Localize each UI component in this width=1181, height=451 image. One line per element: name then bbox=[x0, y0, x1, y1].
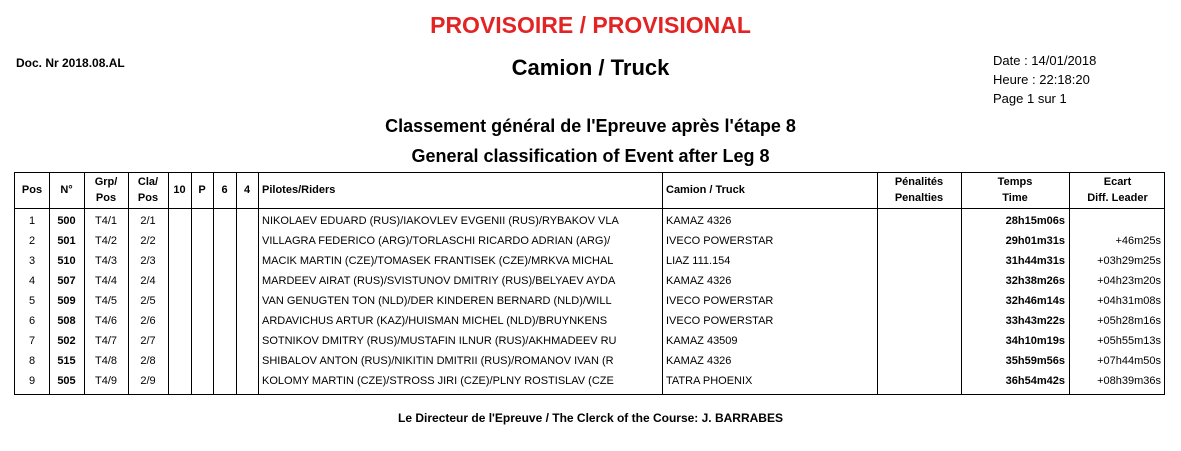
header-p: P bbox=[198, 184, 206, 196]
header-gap: Ecart Diff. Leader bbox=[1087, 176, 1148, 204]
row-pos: 9 bbox=[28, 375, 36, 387]
header-penalties: Pénalités Penalties bbox=[894, 176, 944, 204]
row-truck: KAMAZ 4326 bbox=[666, 355, 732, 367]
col-divider bbox=[662, 173, 663, 394]
row-gap: +05h55m13s bbox=[1097, 335, 1161, 347]
row-cla-pos: 2/5 bbox=[140, 295, 156, 307]
row-riders: NIKOLAEV EDUARD (RUS)/IAKOVLEV EVGENII (RUS)/RYBAKOV VLA bbox=[262, 215, 619, 227]
title-english: General classification of Event after Leg 8 bbox=[411, 146, 770, 166]
row-truck: KAMAZ 43509 bbox=[666, 335, 738, 347]
row-number: 515 bbox=[57, 355, 76, 367]
row-cla-pos: 2/6 bbox=[140, 315, 156, 327]
row-truck: IVECO POWERSTAR bbox=[666, 315, 774, 327]
row-gap: +08h39m36s bbox=[1097, 375, 1161, 387]
header-10: 10 bbox=[173, 184, 186, 196]
row-pos: 3 bbox=[28, 255, 36, 267]
row-time: 28h15m06s bbox=[1005, 215, 1065, 227]
row-cla-pos: 2/4 bbox=[140, 275, 156, 287]
row-gap: +03h29m25s bbox=[1097, 255, 1161, 267]
row-truck: TATRA PHOENIX bbox=[666, 375, 753, 387]
row-pos: 2 bbox=[28, 235, 36, 247]
row-truck: IVECO POWERSTAR bbox=[666, 235, 774, 247]
document-number: Doc. Nr 2018.08.AL bbox=[16, 56, 125, 70]
col-divider bbox=[191, 173, 192, 394]
row-truck: LIAZ 111.154 bbox=[666, 255, 731, 267]
provisional-banner: PROVISOIRE / PROVISIONAL bbox=[430, 12, 751, 38]
row-time: 32h46m14s bbox=[1005, 295, 1065, 307]
row-number: 509 bbox=[57, 295, 76, 307]
row-cla-pos: 2/1 bbox=[140, 215, 156, 227]
col-divider bbox=[236, 173, 237, 394]
title-french: Classement général de l'Epreuve après l'étape 8 bbox=[385, 116, 796, 136]
header-truck: Camion / Truck bbox=[666, 184, 745, 196]
row-grp-pos: T4/3 bbox=[94, 255, 117, 267]
header-cla-pos: Cla/ Pos bbox=[137, 176, 159, 204]
row-time: 31h44m31s bbox=[1005, 255, 1065, 267]
col-divider bbox=[877, 173, 878, 394]
row-riders: SHIBALOV ANTON (RUS)/NIKITIN DMITRII (RUS)/ROMANOV IVAN (R bbox=[262, 355, 614, 367]
row-riders: MACIK MARTIN (CZE)/TOMASEK FRANTISEK (CZE)/MRKVA MICHAL bbox=[262, 255, 614, 267]
row-number: 507 bbox=[57, 275, 76, 287]
row-grp-pos: T4/2 bbox=[94, 235, 117, 247]
row-time: 34h10m19s bbox=[1005, 335, 1065, 347]
row-number: 500 bbox=[57, 215, 76, 227]
classification-table bbox=[14, 172, 1165, 395]
row-grp-pos: T4/4 bbox=[94, 275, 117, 287]
row-riders: VAN GENUGTEN TON (NLD)/DER KINDEREN BERNARD (NLD)/WILL bbox=[262, 295, 612, 307]
row-time: 32h38m26s bbox=[1005, 275, 1065, 287]
row-pos: 6 bbox=[28, 315, 36, 327]
col-divider bbox=[258, 173, 259, 394]
header-time: Temps Time bbox=[997, 176, 1033, 204]
row-riders: ARDAVICHUS ARTUR (KAZ)/HUISMAN MICHEL (NLD)/BRUYNKENS bbox=[262, 315, 608, 327]
row-riders: KOLOMY MARTIN (CZE)/STROSS JIRI (CZE)/PLNY ROSTISLAV (CZE bbox=[262, 375, 614, 387]
header-divider bbox=[15, 208, 1164, 209]
row-cla-pos: 2/3 bbox=[140, 255, 156, 267]
time-label: Heure : 22:18:20 bbox=[993, 72, 1090, 87]
row-pos: 7 bbox=[28, 335, 36, 347]
row-gap: +46m25s bbox=[1115, 235, 1161, 247]
row-time: 35h59m56s bbox=[1005, 355, 1065, 367]
page-label: Page 1 sur 1 bbox=[993, 91, 1067, 106]
row-riders: MARDEEV AIRAT (RUS)/SVISTUNOV DMITRIY (RUS)/BELYAEV AYDA bbox=[262, 275, 616, 287]
header-riders: Pilotes/Riders bbox=[262, 184, 336, 196]
row-riders: VILLAGRA FEDERICO (ARG)/TORLASCHI RICARDO ADRIAN (ARG)/ bbox=[262, 235, 611, 247]
footer-signature: Le Directeur de l'Epreuve / The Clerck of the Course: J. BARRABES bbox=[398, 411, 783, 425]
row-grp-pos: T4/1 bbox=[94, 215, 117, 227]
row-riders: SOTNIKOV DMITRY (RUS)/MUSTAFIN ILNUR (RUS)/AKHMADEEV RU bbox=[262, 335, 617, 347]
header-6: 6 bbox=[221, 184, 228, 196]
row-grp-pos: T4/6 bbox=[94, 315, 117, 327]
row-time: 29h01m31s bbox=[1005, 235, 1065, 247]
row-number: 508 bbox=[57, 315, 76, 327]
row-cla-pos: 2/9 bbox=[140, 375, 156, 387]
header-number: N° bbox=[60, 184, 73, 196]
col-divider bbox=[168, 173, 169, 394]
row-number: 501 bbox=[57, 235, 76, 247]
row-grp-pos: T4/9 bbox=[94, 375, 117, 387]
row-number: 502 bbox=[57, 335, 76, 347]
date-label: Date : 14/01/2018 bbox=[993, 53, 1097, 68]
row-gap: +04h31m08s bbox=[1097, 295, 1161, 307]
col-divider bbox=[213, 173, 214, 394]
row-number: 505 bbox=[57, 375, 76, 387]
row-pos: 8 bbox=[28, 355, 36, 367]
row-time: 33h43m22s bbox=[1005, 315, 1065, 327]
row-time: 36h54m42s bbox=[1005, 375, 1065, 387]
row-cla-pos: 2/7 bbox=[140, 335, 156, 347]
row-truck: KAMAZ 4326 bbox=[666, 275, 732, 287]
header-pos: Pos bbox=[21, 184, 43, 196]
row-cla-pos: 2/2 bbox=[140, 235, 156, 247]
row-gap: +05h28m16s bbox=[1097, 315, 1161, 327]
category-title: Camion / Truck bbox=[511, 55, 670, 80]
row-grp-pos: T4/8 bbox=[94, 355, 117, 367]
row-number: 510 bbox=[57, 255, 76, 267]
row-pos: 1 bbox=[28, 215, 36, 227]
row-grp-pos: T4/7 bbox=[94, 335, 117, 347]
header-grp-pos: Grp/ Pos bbox=[94, 176, 118, 204]
row-truck: KAMAZ 4326 bbox=[666, 215, 732, 227]
header-4: 4 bbox=[243, 184, 251, 196]
row-truck: IVECO POWERSTAR bbox=[666, 295, 774, 307]
row-gap: +07h44m50s bbox=[1097, 355, 1161, 367]
row-pos: 4 bbox=[28, 275, 36, 287]
row-cla-pos: 2/8 bbox=[140, 355, 156, 367]
row-pos: 5 bbox=[28, 295, 36, 307]
row-gap: +04h23m20s bbox=[1097, 275, 1161, 287]
row-grp-pos: T4/5 bbox=[94, 295, 117, 307]
